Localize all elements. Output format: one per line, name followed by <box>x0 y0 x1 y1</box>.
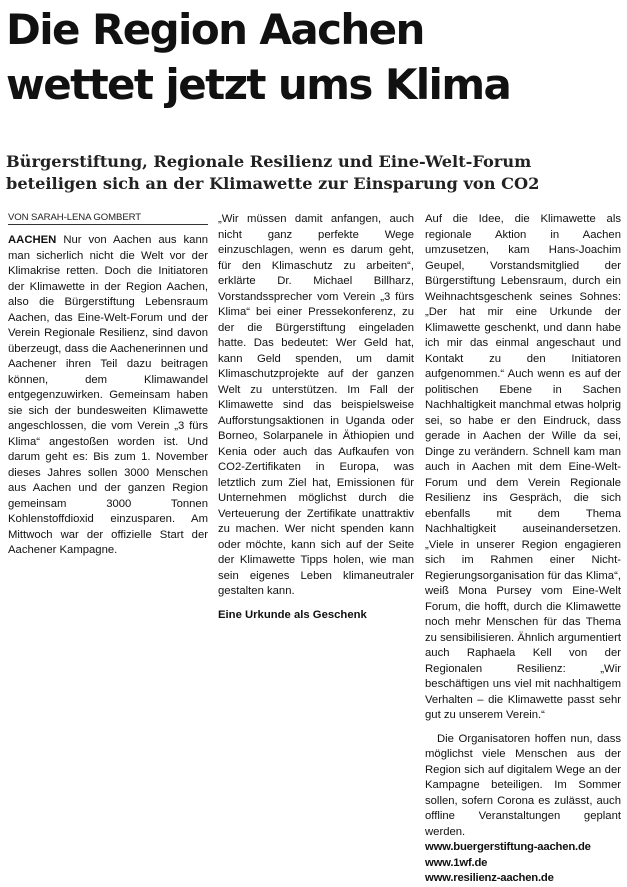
headline <box>6 2 621 112</box>
headline-line-2: wettet jetzt ums Klima <box>6 60 511 109</box>
paragraph-1-text: Nur von Aachen aus kann man sicherlich nicht die Welt vor der Klimakrise retten. Doch die Initiatoren der Klimawette in der Region Aachen, also die Bürgerstiftung Lebensraum Aachen, das Eine-Welt-Forum und der Verein Regionale Resilienz, sind davon überzeugt, dass die Aachenerinnen und Aachener ihren Teil dazu beitragen können, dem Klimawandel entgegenzuwirken. Gemeinsam haben sie sich der bundesweiten Klimawette angeschlossen, die vom Verein „3 fürs Klima“ angestoßen worden ist. Und darum geht es: Bis zum 1. November dieses Jahres sollen 3000 Menschen aus Aachen und der ganzen Region gemeinsam 3000 Tonnen Kohlenstoffdioxid einzusparen. Am Mittwoch war der offizielle Start der Aachener Kampagne. <box>8 234 209 556</box>
article-column-2 <box>218 212 414 692</box>
article-paragraph-continued: Auf die Idee, die Klimawette als regionale Aktion in Aachen umzusetzen, kam Hans-Joachim Geupel, Vorstandsmitglied der Bürgerstiftung Lebensraum, durch ein Weihnachtsgeschenk seines Sohnes: „Der hat mir eine Urkunde der Klimawette geschenkt, und dann habe ich mir das einmal angeschaut und Kontakt zu den Initiatoren aufgenommen.“ Auch wenn es auf der politischen Ebene in Sachen Nachhaltigkeit manchmal etwas holprig sei, so habe er den Eindruck, dass gerade in Aachen der Wille da sei, Dinge zu verändern. Schnell kam man auch in Aachen mit dem Eine-Welt-Forum und dem Verein Regionale Resilienz ins Gespräch, die sich ebenfalls mit dem Thema Nachhaltigkeit auseinandersetzen. „Viele in unserer Region engagieren sich im Rahmen einer Nicht-Regierungsorganisation für das Klima“, weiß Mona Pursey vom Eine-Welt Forum, die hofft, durch die Klimawette noch mehr Menschen für das Thema zu sensibilisieren. Ähnlich argumentiert auch Raphaela Kell von der Regionalen Resilienz: „Wir beschäftigen uns viel mit nachhaltigem Verhalten – die Klimawette passt sehr gut zu unserem Verein.“ <box>425 213 621 721</box>
article-column-1 <box>8 233 208 713</box>
byline: VON SARAH-LENA GOMBERT <box>8 212 208 225</box>
article-column-3 <box>425 212 621 884</box>
subheadline-line-1: Bürgerstiftung, Regionale Resilienz und Eine-Welt-Forum <box>6 152 532 171</box>
article-paragraph <box>8 233 208 559</box>
article-paragraph-continued: „Wir müssen damit anfangen, auch nicht ganz perfekte Wege einzuschlagen, wenn es darum geht, für den Klimaschutz zu arbeiten“, erklärte Dr. Michael Billharz, Vorstandssprecher vom Verein „3 fürs Klima“ bei einer Pressekonferenz, zu der die Bürgerstiftung eingeladen hatte. Das bedeutet: Wer Geld hat, kann Geld spenden, um damit Klimaschutzprojekte auf der ganzen Welt zu unterstützen. Im Fall der Klimawette sind das beispielsweise Aufforstungsaktionen in Uganda oder Borneo, Solarpanele in Äthiopien und Kenia oder auch das Aufkaufen von CO2-Zertifikaten in Europa, was letztlich zum Ziel hat, Emissionen für Unternehmen möglichst durch die Verteuerung der Zertifikate unattraktiv zu machen. Wer nicht spenden kann oder möchte, kann sich auf der Seite der Klimawette Tipps holen, wie man sein eigenes Leben klimaneutraler gestalten kann. <box>218 213 414 597</box>
website-link[interactable]: www.1wf.de <box>425 856 488 869</box>
link-list <box>425 840 621 887</box>
subheadline-line-2: beteiligen sich an der Klimawette zur Einsparung von CO2 <box>6 174 540 193</box>
headline-line-1: Die Region Aachen <box>6 5 424 54</box>
website-link[interactable]: www.resilienz-aachen.de <box>425 872 554 884</box>
dateline: AACHEN <box>8 234 57 246</box>
article-paragraph: Die Organisatoren hoffen nun, dass möglichst viele Menschen aus der Region sich auf digitalem Wege an der Kampagne beteiligen. Im Sommer sollen, sofern Corona es zulässt, auch offline Veranstaltungen geplant werden. <box>425 732 621 838</box>
website-link[interactable]: www.buergerstiftung-aachen.de <box>425 841 591 853</box>
subheadline <box>6 151 621 195</box>
section-subheading: Eine Urkunde als Geschenk <box>218 608 367 621</box>
